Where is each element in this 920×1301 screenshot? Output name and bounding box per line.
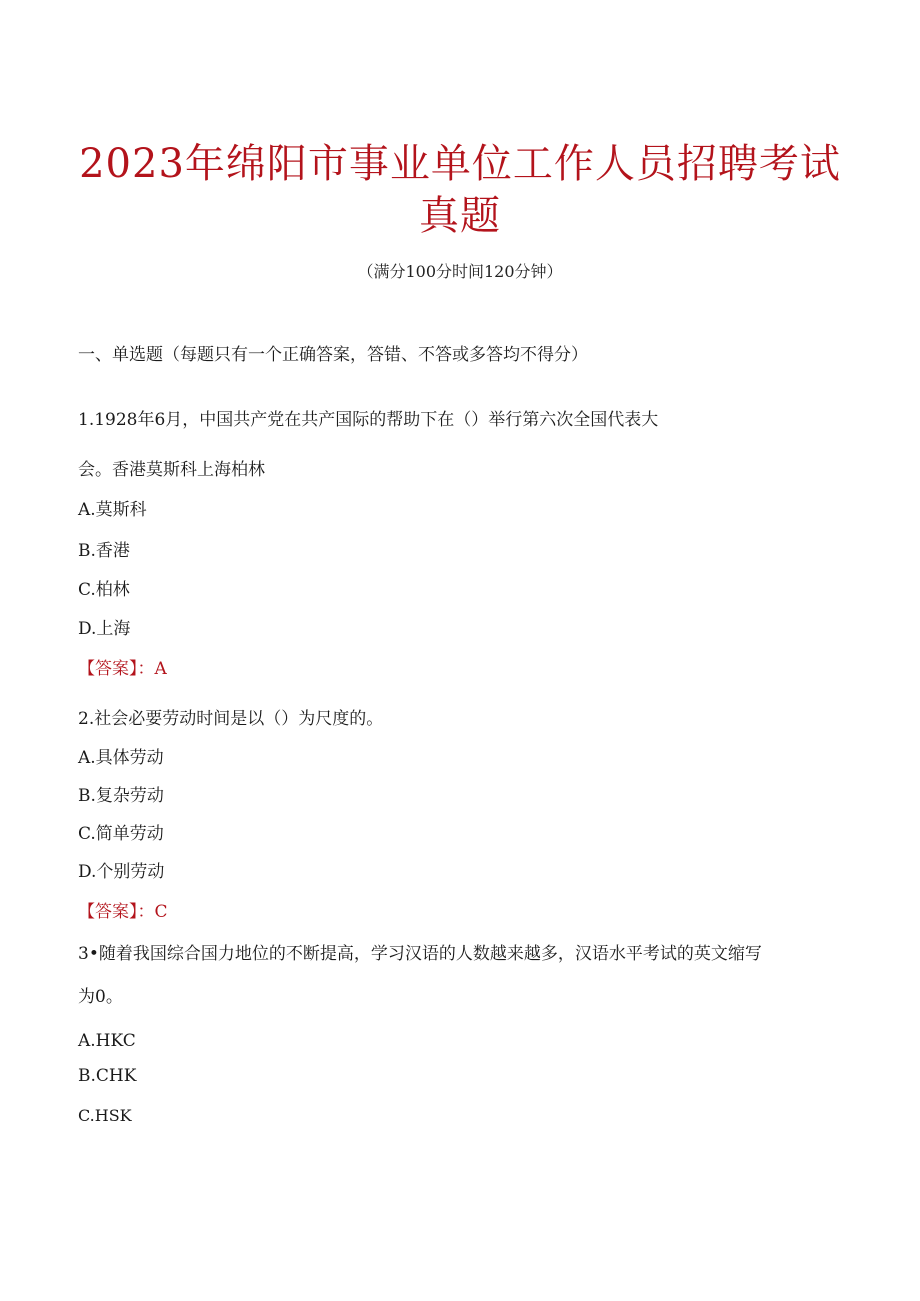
question-3-option-b: B.CHK xyxy=(78,1066,137,1086)
question-2-option-d: D.个别劳动 xyxy=(78,862,165,882)
question-1-stem-line-1: 1.1928年6月，中国共产党在共产国际的帮助下在（）举行第六次全国代表大 xyxy=(78,410,659,430)
question-1-stem-line-2: 会。香港莫斯科上海柏林 xyxy=(78,460,265,480)
question-2-stem: 2.社会必要劳动时间是以（）为尺度的。 xyxy=(78,709,384,729)
question-2-option-b: B.复杂劳动 xyxy=(78,786,164,806)
question-2-option-c: C.简单劳动 xyxy=(78,824,164,844)
section-heading: 一、单选题（每题只有一个正确答案，答错、不答或多答均不得分） xyxy=(78,345,588,365)
question-3-option-a: A.HKC xyxy=(78,1031,136,1051)
question-1-option-d: D.上海 xyxy=(78,619,131,639)
question-3-stem-line-1: 3•随着我国综合国力地位的不断提高，学习汉语的人数越来越多，汉语水平考试的英文缩写 xyxy=(78,944,762,964)
document-title-line-2: 真题 xyxy=(419,193,501,239)
question-1-answer: 【答案】：A xyxy=(78,659,167,679)
question-3-stem-line-2: 为0。 xyxy=(78,987,123,1007)
question-3-option-c: C.HSK xyxy=(78,1106,132,1125)
question-1-option-b: B.香港 xyxy=(78,541,130,561)
document-title-line-1: 2023年绵阳市事业单位工作人员招聘考试 xyxy=(79,141,841,187)
question-2-option-a: A.具体劳动 xyxy=(78,748,164,768)
question-2-answer: 【答案】：C xyxy=(78,902,168,922)
exam-info: （满分100分时间120分钟） xyxy=(357,262,563,281)
question-1-option-c: C.柏林 xyxy=(78,580,130,600)
question-1-option-a: A.莫斯科 xyxy=(78,500,147,520)
